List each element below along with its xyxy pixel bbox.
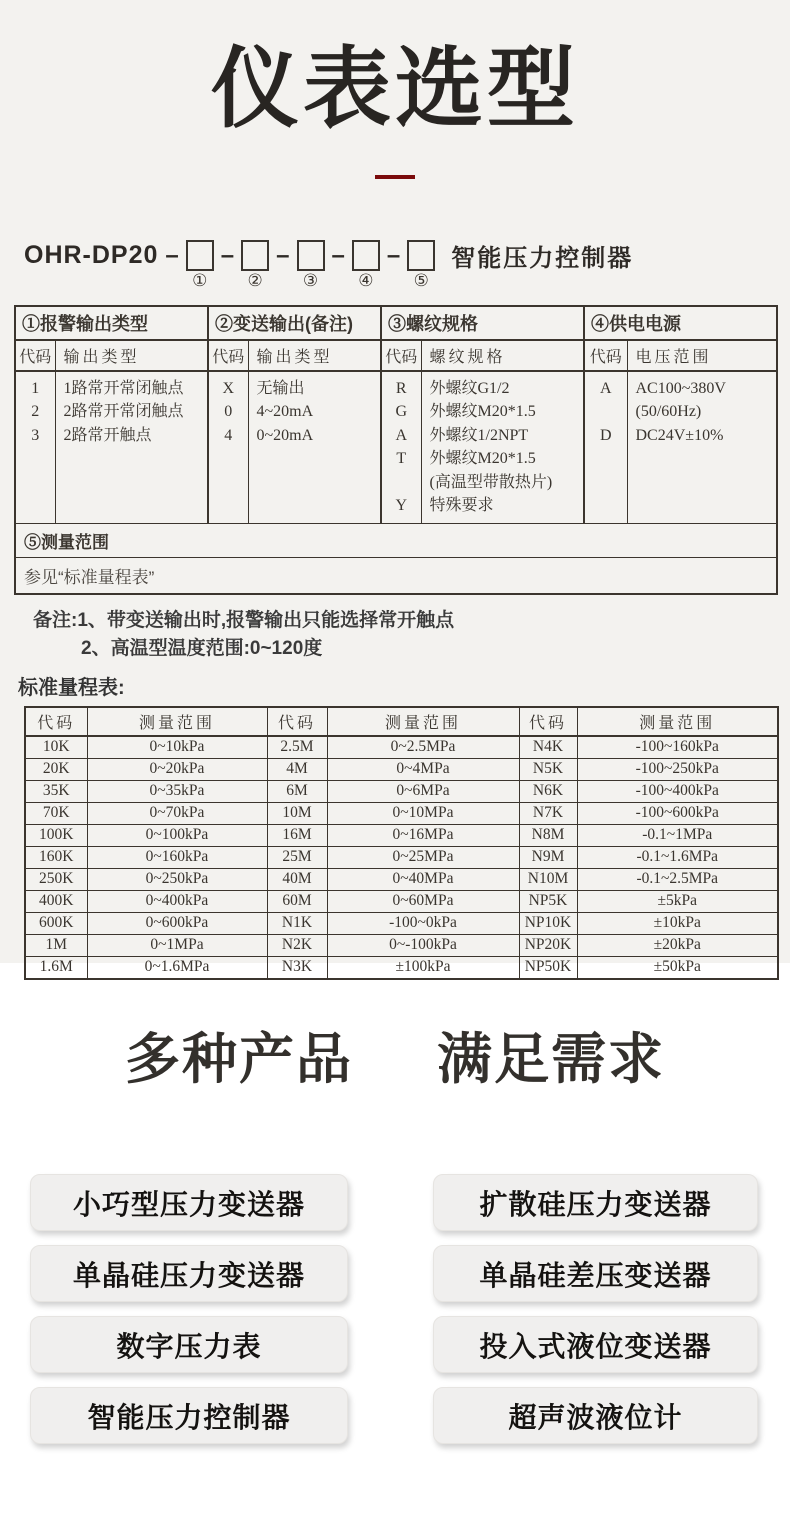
range-value-cell: 0~35kPa — [87, 780, 267, 802]
spec-value: 特殊要求 — [429, 497, 494, 515]
spec-range-header-row — [15, 523, 777, 557]
range-code-cell: 10K — [25, 736, 87, 759]
range-code-cell: NP10K — [519, 912, 577, 934]
range-code-cell: N1K — [267, 912, 327, 934]
model-dash: – — [165, 241, 179, 269]
spec-code: A — [395, 426, 408, 444]
range-code-cell: 4M — [267, 758, 327, 780]
spec-value: 外螺纹1/2NPT — [429, 426, 529, 444]
spec-code-label: 代码 — [381, 340, 421, 371]
position-marker: ① — [192, 271, 208, 291]
spec-code: A — [599, 379, 612, 397]
model-code-slot-2 — [241, 240, 269, 291]
spec-code-label: 代码 — [584, 340, 627, 371]
model-code-box — [352, 240, 380, 271]
range-header-cell: 测量范围 — [577, 707, 778, 736]
model-code-slot-5 — [407, 240, 435, 291]
model-dash: – — [220, 241, 235, 269]
range-value-cell: 0~70kPa — [87, 802, 267, 824]
spec-code: T — [396, 450, 407, 468]
note-line-2: 2、高温型温度范围:0~120度 — [81, 637, 323, 659]
spec-value: 1路常开常闭触点 — [63, 379, 184, 397]
spec-section-headers — [15, 306, 777, 340]
range-code-cell: 6M — [267, 780, 327, 802]
model-code-slot-1 — [186, 240, 214, 291]
accent-divider — [375, 175, 415, 179]
range-code-cell: 20K — [25, 758, 87, 780]
range-code-cell: N7K — [519, 802, 577, 824]
products-heading-left: 多种产品 — [124, 1028, 353, 1090]
product-button-diffused-silicon-pressure-transmitter[interactable]: 扩散硅压力变送器 — [433, 1174, 758, 1231]
spec-range-header: ⑤测量范围 — [15, 523, 777, 557]
spec-header-cell: ②变送输出(备注) — [208, 306, 381, 340]
product-button-compact-pressure-transmitter[interactable]: 小巧型压力变送器 — [30, 1174, 348, 1231]
range-code-cell: N4K — [519, 736, 577, 759]
range-value-cell: ±50kPa — [577, 956, 778, 979]
spec-table — [14, 305, 778, 595]
spec-range-note: 参见“标准量程表” — [15, 557, 777, 594]
range-header-cell: 测量范围 — [87, 707, 267, 736]
spec-values-cell — [248, 371, 381, 524]
range-code-cell: NP20K — [519, 934, 577, 956]
spec-code: 4 — [224, 426, 233, 444]
range-code-cell: N9M — [519, 846, 577, 868]
model-code-box — [407, 240, 435, 271]
range-code-cell: N6K — [519, 780, 577, 802]
products-grid — [30, 1174, 790, 1444]
range-value-cell: 0~-100kPa — [327, 934, 519, 956]
spec-subheaders — [15, 340, 777, 371]
range-value-cell: 0~100kPa — [87, 824, 267, 846]
range-code-cell: 2.5M — [267, 736, 327, 759]
product-button-smart-pressure-controller[interactable]: 智能压力控制器 — [30, 1387, 348, 1444]
range-row — [25, 956, 778, 979]
range-row — [25, 758, 778, 780]
spec-code-label: 代码 — [208, 340, 248, 371]
spec-value: 外螺纹M20*1.5 — [429, 403, 536, 421]
note-line-1: 备注:1、带变送输出时,报警输出只能选择常开触点 — [33, 609, 455, 631]
spec-value: AC100~380V — [635, 379, 726, 397]
spec-code: 2 — [31, 403, 40, 421]
spec-codes-cell — [584, 371, 627, 524]
spec-value: 2路常开触点 — [63, 426, 152, 444]
range-value-cell: ±10kPa — [577, 912, 778, 934]
range-value-cell: 0~60MPa — [327, 890, 519, 912]
spec-value-label: 输出类型 — [248, 340, 381, 371]
model-code-slot-3 — [297, 240, 325, 291]
product-button-monocrystalline-silicon-pressure-transmitter[interactable]: 单晶硅压力变送器 — [30, 1245, 348, 1302]
range-value-cell: 0~400kPa — [87, 890, 267, 912]
range-row — [25, 802, 778, 824]
page-title: 仪表选型 — [210, 39, 579, 138]
range-value-cell: -100~600kPa — [577, 802, 778, 824]
range-header-cell: 代码 — [519, 707, 577, 736]
range-value-cell: 0~2.5MPa — [327, 736, 519, 759]
spec-value: (高温型带散热片) — [429, 473, 553, 491]
spec-code — [382, 471, 421, 495]
spec-value-label: 输出类型 — [55, 340, 208, 371]
spec-code — [585, 400, 627, 424]
product-button-submersible-level-transmitter[interactable]: 投入式液位变送器 — [433, 1316, 758, 1373]
range-row — [25, 890, 778, 912]
range-code-cell: 400K — [25, 890, 87, 912]
spec-value: 外螺纹M20*1.5 — [429, 450, 536, 468]
range-value-cell: 0~1.6MPa — [87, 956, 267, 979]
spec-value: 外螺纹G1/2 — [429, 379, 510, 397]
spec-value: 无输出 — [256, 379, 305, 397]
range-row — [25, 868, 778, 890]
model-prefix: OHR-DP20 — [24, 241, 159, 270]
position-marker: ② — [247, 271, 263, 291]
spec-value: 0~20mA — [256, 426, 314, 444]
spec-value-label: 螺纹规格 — [421, 340, 584, 371]
range-code-cell: 250K — [25, 868, 87, 890]
spec-value-label: 电压范围 — [627, 340, 777, 371]
range-table-title: 标准量程表: — [18, 676, 125, 699]
model-code-box — [241, 240, 269, 271]
range-code-cell: 35K — [25, 780, 87, 802]
range-value-cell: ±100kPa — [327, 956, 519, 979]
spec-code: D — [599, 426, 612, 444]
range-code-cell: N3K — [267, 956, 327, 979]
spec-value: 2路常开常闭触点 — [63, 403, 184, 421]
range-value-cell: -0.1~1MPa — [577, 824, 778, 846]
model-suffix: 智能压力控制器 — [451, 245, 634, 273]
spec-values-cell — [627, 371, 777, 524]
spec-range-note-row — [15, 557, 777, 594]
products-heading — [0, 1015, 790, 1094]
range-code-cell: 70K — [25, 802, 87, 824]
spec-code: Y — [395, 497, 408, 515]
range-value-cell: 0~4MPa — [327, 758, 519, 780]
position-marker: ③ — [302, 271, 319, 291]
position-marker: ⑤ — [413, 271, 429, 291]
spec-code: 0 — [224, 403, 233, 421]
range-code-cell: 10M — [267, 802, 327, 824]
spec-code: X — [222, 379, 235, 397]
range-row — [25, 934, 778, 956]
model-code-box — [297, 240, 325, 271]
range-value-cell: 0~16MPa — [327, 824, 519, 846]
range-value-cell: -0.1~2.5MPa — [577, 868, 778, 890]
range-value-cell: -100~250kPa — [577, 758, 778, 780]
spec-value: DC24V±10% — [635, 426, 724, 444]
range-value-cell: 0~600kPa — [87, 912, 267, 934]
model-code-area — [24, 239, 790, 291]
spec-codes-cell — [381, 371, 421, 524]
spec-header-cell: ④供电电源 — [584, 306, 777, 340]
model-dash: – — [386, 241, 401, 269]
product-button-digital-pressure-gauge[interactable]: 数字压力表 — [30, 1316, 348, 1373]
range-header-cell: 代码 — [267, 707, 327, 736]
position-marker: ④ — [358, 271, 374, 291]
range-code-cell: N10M — [519, 868, 577, 890]
range-value-cell: ±20kPa — [577, 934, 778, 956]
spec-code: 1 — [31, 379, 40, 397]
spec-code: G — [395, 403, 408, 421]
range-code-cell: 16M — [267, 824, 327, 846]
bottom-section — [0, 1015, 790, 1520]
range-header-row — [25, 707, 778, 736]
range-value-cell: 0~10MPa — [327, 802, 519, 824]
range-row — [25, 912, 778, 934]
range-value-cell: 0~40MPa — [327, 868, 519, 890]
range-value-cell: -0.1~1.6MPa — [577, 846, 778, 868]
range-value-cell: 0~10kPa — [87, 736, 267, 759]
range-code-cell: 160K — [25, 846, 87, 868]
range-row — [25, 736, 778, 759]
range-code-cell: NP5K — [519, 890, 577, 912]
spec-code: R — [395, 379, 407, 397]
model-code-line — [24, 239, 790, 291]
range-table — [24, 706, 779, 980]
range-code-cell: 1.6M — [25, 956, 87, 979]
range-code-cell: 25M — [267, 846, 327, 868]
range-code-cell: 100K — [25, 824, 87, 846]
spec-codes-cell — [208, 371, 248, 524]
range-value-cell: ±5kPa — [577, 890, 778, 912]
spec-codes-cell — [15, 371, 55, 524]
products-heading-right: 满足需求 — [437, 1028, 666, 1090]
notes — [33, 607, 790, 663]
model-code-slot-4 — [352, 240, 380, 291]
spec-value: (50/60Hz) — [635, 403, 702, 421]
range-row — [25, 780, 778, 802]
range-code-cell: 600K — [25, 912, 87, 934]
spec-header-cell: ①报警输出类型 — [15, 306, 208, 340]
range-header-cell: 代码 — [25, 707, 87, 736]
range-value-cell: 0~160kPa — [87, 846, 267, 868]
product-button-ultrasonic-level-meter[interactable]: 超声波液位计 — [433, 1387, 758, 1444]
range-value-cell: 0~20kPa — [87, 758, 267, 780]
spec-value: 4~20mA — [256, 403, 314, 421]
spec-code: 3 — [31, 426, 40, 444]
range-code-cell: N5K — [519, 758, 577, 780]
spec-body-row — [15, 371, 777, 524]
range-row — [25, 846, 778, 868]
spec-code-label: 代码 — [15, 340, 55, 371]
range-value-cell: -100~160kPa — [577, 736, 778, 759]
model-dash: – — [276, 241, 290, 269]
range-code-cell: NP50K — [519, 956, 577, 979]
range-value-cell: -100~400kPa — [577, 780, 778, 802]
range-value-cell: 0~25MPa — [327, 846, 519, 868]
range-value-cell: -100~0kPa — [327, 912, 519, 934]
range-code-cell: N2K — [267, 934, 327, 956]
product-button-monocrystalline-silicon-dp-transmitter[interactable]: 单晶硅差压变送器 — [433, 1245, 758, 1302]
spec-header-cell: ③螺纹规格 — [381, 306, 584, 340]
model-code-box — [186, 240, 214, 271]
range-code-cell: N8M — [519, 824, 577, 846]
range-code-cell: 1M — [25, 934, 87, 956]
model-dash: – — [331, 241, 345, 269]
range-header-cell: 测量范围 — [327, 707, 519, 736]
spec-values-cell — [421, 371, 584, 524]
range-value-cell: 0~6MPa — [327, 780, 519, 802]
range-value-cell: 0~250kPa — [87, 868, 267, 890]
range-code-cell: 60M — [267, 890, 327, 912]
range-code-cell: 40M — [267, 868, 327, 890]
range-row — [25, 824, 778, 846]
spec-values-cell — [55, 371, 208, 524]
range-value-cell: 0~1MPa — [87, 934, 267, 956]
